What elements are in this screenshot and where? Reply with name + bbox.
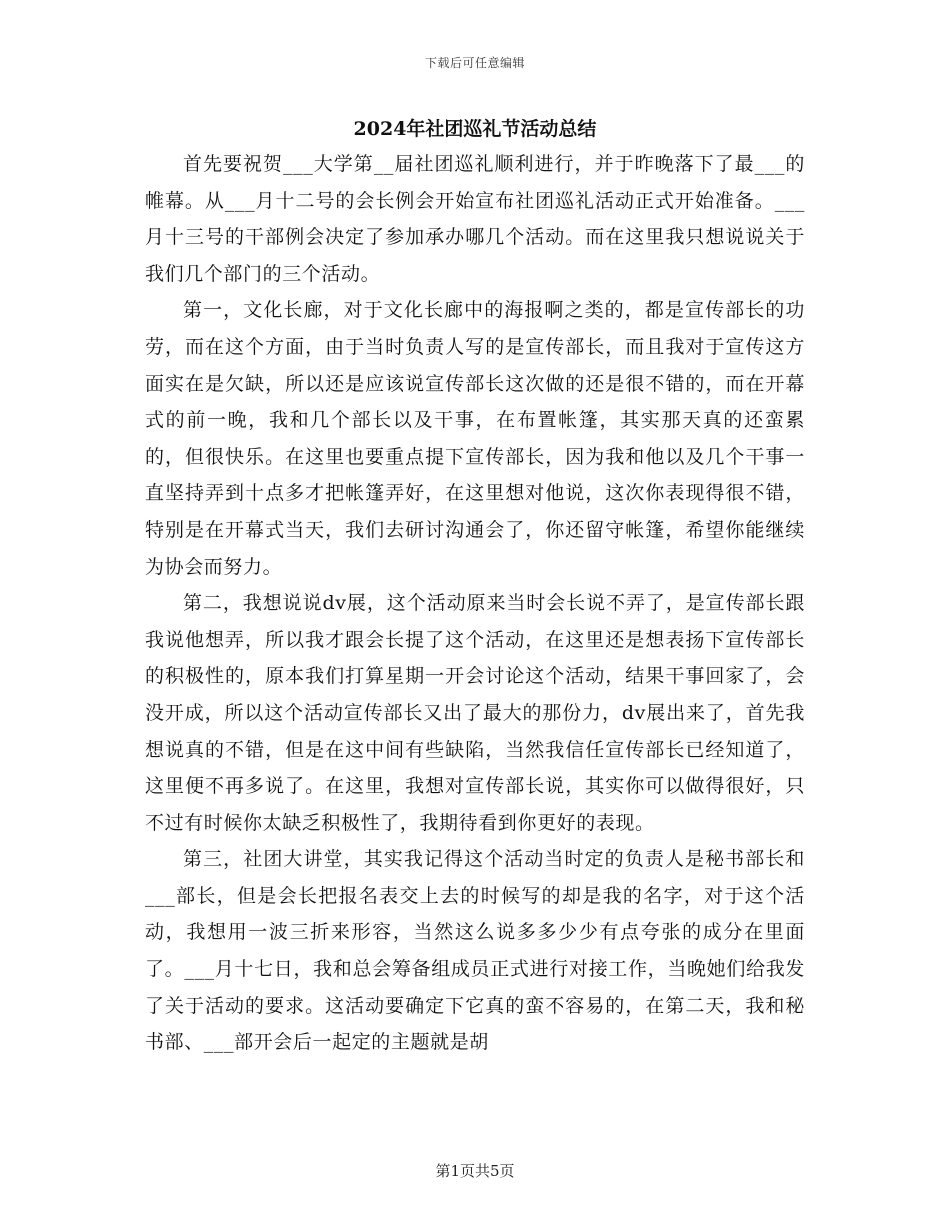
document-title: 2024年社团巡礼节活动总结 <box>353 118 597 140</box>
page-number: 第1页共5页 <box>435 1162 515 1180</box>
document-body <box>145 146 805 1061</box>
header-note: 下载后可任意编辑 <box>424 56 525 70</box>
paragraph-first-activity: 第一，文化长廊，对于文化长廊中的海报啊之类的，都是宣传部长的功劳，而在这个方面，由于当时负责人写的是宣传部长，而且我对于宣传这方面实在是欠缺，所以还是应该说宣传部长这次做的还是很不错的，而在开幕式的前一晚，我和几个部长以及干事，在布置帐篷，其实那天真的还蛮累的，但很快乐。在这里也要重点提下宣传部长，因为我和他以及几个干事一直坚持弄到十点多才把帐篷弄好，在这里想对他说，这次你表现得很不错，特别是在开幕式当天，我们去研讨沟通会了，你还留守帐篷，希望你能继续为协会而努力。 <box>145 299 805 578</box>
paragraph-intro: 首先要祝贺___大学第__届社团巡礼顺利进行，并于昨晚落下了最___的帷幕。从___月十二号的会长例会开始宣布社团巡礼活动正式开始准备。___月十三号的干部例会决定了参加承办哪几个活动。而在这里我只想说说关于我们几个部门的三个活动。 <box>145 153 805 285</box>
paragraph-third-activity: 第三，社团大讲堂，其实我记得这个活动当时定的负责人是秘书部长和___部长，但是会长把报名表交上去的时候写的却是我的名字，对于这个活动，我想用一波三折来形容，当然这么说多多少少有点夸张的成分在里面了。___月十七日，我和总会筹备组成员正式进行对接工作，当晚她们给我发了关于活动的要求。这活动要确定下它真的蛮不容易的，在第二天，我和秘书部、___部开会后一起定的主题就是胡 <box>145 848 805 1054</box>
paragraph-second-activity: 第二，我想说说dv展，这个活动原来当时会长说不弄了，是宣传部长跟我说他想弄，所以我才跟会长提了这个活动，在这里还是想表扬下宣传部长的积极性的，原本我们打算星期一开会讨论这个活动，结果干事回家了，会没开成，所以这个活动宣传部长又出了最大的那份力，dv展出来了，首先我想说真的不错，但是在这中间有些缺陷，当然我信任宣传部长已经知道了，这里便不再多说了。在这里，我想对宣传部长说，其实你可以做得很好，只不过有时候你太缺乏积极性了，我期待看到你更好的表现。 <box>145 592 805 834</box>
